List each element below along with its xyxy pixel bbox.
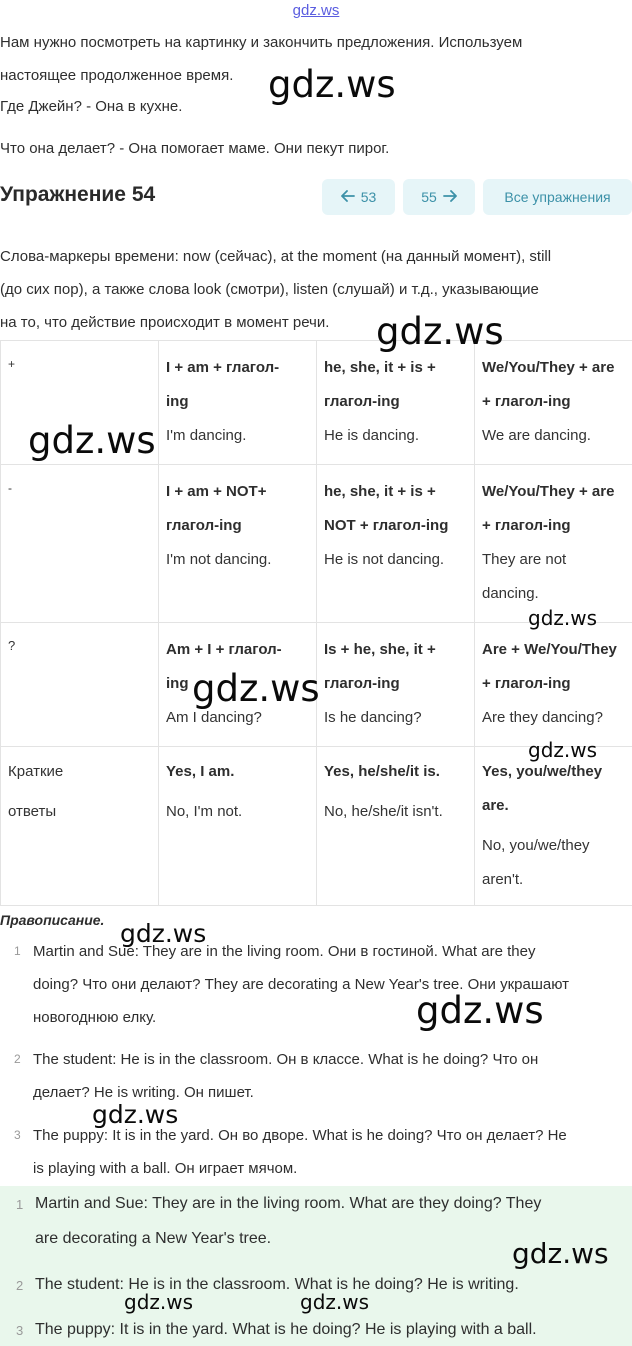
item-line: делает? He is writing. Он пишет. (33, 1084, 254, 1101)
row-label-line: ответы (8, 803, 57, 820)
item-line: новогоднюю елку. (33, 1009, 157, 1026)
item-number: 2 (14, 1052, 21, 1066)
watermark: gdz.ws (512, 1237, 609, 1270)
item-line: is playing with a ball. Он играет мячом. (33, 1160, 298, 1177)
short-answer-yes: Yes, he/she/it is. (324, 763, 440, 780)
short-answer-no: No, you/we/they (482, 837, 590, 854)
example-text: We are dancing. (482, 427, 591, 444)
item-line: The puppy: It is in the yard. Он во дворе. What is he doing? Что он делает? He (33, 1127, 567, 1144)
markers-line: (до сих пор), а также слова look (смотри), listen (слушай) и т.д., указывающие (0, 281, 539, 298)
example-text: Are they dancing? (482, 709, 603, 726)
rule-text: he, she, it + is + (324, 359, 436, 376)
watermark: gdz.ws (120, 919, 207, 948)
watermark: gdz.ws (28, 419, 156, 462)
rule-text: глагол-ing (166, 517, 242, 534)
item-number: 3 (16, 1323, 24, 1338)
table-cell (475, 341, 632, 465)
example-text: dancing. (482, 585, 539, 602)
rule-text: We/You/They + are (482, 483, 615, 500)
next-exercise-label: 55 (421, 189, 437, 205)
watermark: gdz.ws (124, 1290, 194, 1314)
next-exercise-button[interactable] (403, 179, 475, 215)
table-row-short-answers (1, 747, 632, 906)
rule-text: глагол-ing (324, 675, 400, 692)
short-answer-yes: Yes, you/we/they (482, 763, 603, 780)
table-cell (317, 465, 475, 623)
all-exercises-button[interactable]: Все упражнения (483, 179, 632, 215)
example-text: Am I dancing? (166, 709, 262, 726)
item-line: Martin and Sue: They are in the living room. What are they doing? They (35, 1195, 542, 1212)
item-line: The student: He is in the classroom. Он в классе. What is he doing? Что он (33, 1051, 539, 1068)
item-line: Martin and Sue: They are in the living room. Они в гостиной. What are they (33, 943, 536, 960)
example-text: Is he dancing? (324, 709, 422, 726)
prev-exercise-button[interactable] (322, 179, 395, 215)
item-line: The puppy: It is in the yard. What is he doing? He is playing with a ball. (35, 1321, 537, 1338)
item-line: doing? Что они делают? They are decorating a New Year's tree. Они украшают (33, 976, 570, 993)
intro-question-1: Где Джейн? - Она в кухне. (0, 98, 183, 115)
rule-text: + глагол-ing (482, 675, 571, 692)
short-answer-yes: are. (482, 797, 509, 814)
row-label: ? (1, 623, 159, 747)
table-cell (159, 747, 317, 906)
rule-text: ing (166, 393, 189, 410)
rule-text: We/You/They + are (482, 359, 615, 376)
table-row-negative (1, 465, 632, 623)
table-cell (317, 623, 475, 747)
short-answer-no: aren't. (482, 871, 524, 888)
intro-line: Нам нужно посмотреть на картинку и закончить предложения. Используем (0, 34, 523, 51)
example-text: I'm not dancing. (166, 551, 272, 568)
arrow-left-icon (341, 189, 355, 205)
item-number: 1 (14, 944, 21, 958)
table-cell (159, 341, 317, 465)
row-label-line: Краткие (8, 763, 64, 780)
time-markers-text (0, 240, 632, 339)
site-link[interactable]: gdz.ws (292, 2, 340, 19)
rule-text: Am + I + глагол- (166, 641, 282, 658)
rule-text: I + am + NOT+ (166, 483, 267, 500)
rule-text: Is + he, she, it + (324, 641, 436, 658)
row-label: - (1, 465, 159, 623)
row-label (1, 747, 159, 906)
rule-text: + глагол-ing (482, 517, 571, 534)
exercise-title: Упражнение 54 (0, 183, 156, 206)
watermark: gdz.ws (528, 606, 598, 630)
short-answer-yes: Yes, I am. (166, 763, 235, 780)
example-text: They are not (482, 551, 567, 568)
prev-exercise-label: 53 (360, 189, 377, 205)
short-answer-no: No, I'm not. (166, 803, 243, 820)
watermark: gdz.ws (268, 63, 396, 106)
example-text: I'm dancing. (166, 427, 247, 444)
watermark: gdz.ws (416, 989, 544, 1032)
item-number: 3 (14, 1128, 21, 1142)
row-label: + (1, 341, 159, 465)
rule-text: глагол-ing (324, 393, 400, 410)
rule-text: NOT + глагол-ing (324, 517, 449, 534)
rule-text: I + am + глагол- (166, 359, 280, 376)
watermark: gdz.ws (92, 1100, 179, 1129)
table-cell (317, 747, 475, 906)
answer-item (0, 1312, 632, 1346)
watermark: gdz.ws (376, 310, 504, 353)
spelling-label: Правописание. (0, 912, 105, 928)
rule-text: Are + We/You/They (482, 641, 617, 658)
watermark: gdz.ws (192, 667, 320, 710)
markers-line: Слова-маркеры времени: now (сейчас), at the moment (на данный момент), still (0, 248, 552, 265)
table-cell (475, 623, 632, 747)
intro-question-2: Что она делает? - Она помогает маме. Они пекут пирог. (0, 140, 390, 157)
item-number: 2 (16, 1278, 24, 1293)
watermark: gdz.ws (528, 738, 598, 762)
table-cell (317, 341, 475, 465)
table-cell (475, 747, 632, 906)
intro-line: настоящее продолженное время. (0, 67, 234, 84)
rule-text: ing (166, 675, 189, 692)
item-number: 1 (16, 1197, 24, 1212)
example-text: He is dancing. (324, 427, 420, 444)
markers-line: на то, что действие происходит в момент речи. (0, 314, 330, 331)
example-text: He is not dancing. (324, 551, 445, 568)
table-cell (475, 465, 632, 623)
table-cell (159, 465, 317, 623)
arrow-right-icon (443, 189, 457, 205)
item-line: The student: He is in the classroom. What is he doing? He is writing. (35, 1276, 519, 1293)
rule-text: he, she, it + is + (324, 483, 436, 500)
rule-text: + глагол-ing (482, 393, 571, 410)
item-line: are decorating a New Year's tree. (35, 1230, 272, 1247)
short-answer-no: No, he/she/it isn't. (324, 803, 443, 820)
watermark: gdz.ws (300, 1290, 370, 1314)
